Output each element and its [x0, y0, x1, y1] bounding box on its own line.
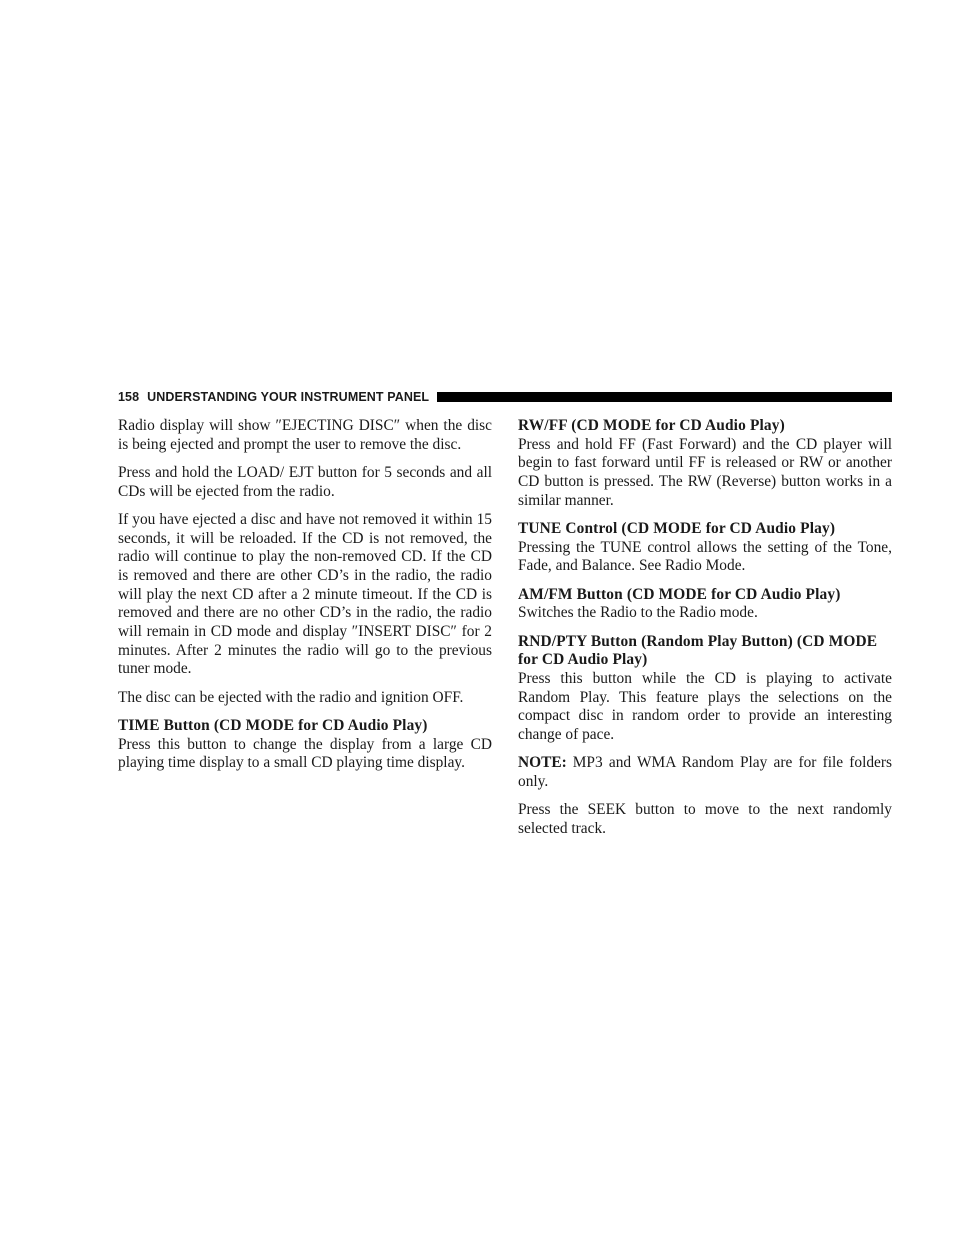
note-label: NOTE: — [518, 754, 567, 772]
page-number: 158 — [118, 390, 140, 404]
header-rule — [437, 392, 892, 402]
left-column — [118, 417, 492, 782]
reload-paragraph: If you have ejected a disc and have not removed it within 15 seconds, it will be reloaded. If the CD is not removed, the radio will continue to play the non-removed CD. If the CD is removed and there are other CD’s in the radio, the radio will play the next CD after a 2 minute timeout. If the CD is removed and there are no other CD’s in the radio, the radio will remain in CD mode and display ″INSERT DISC″ for 2 minutes. After 2 minutes the radio will go to the previous tuner mode. — [118, 510, 492, 678]
amfm-section — [518, 586, 892, 623]
tune-heading: TUNE Control (CD MODE for CD Audio Play) — [518, 520, 836, 538]
ignition-off-paragraph: The disc can be ejected with the radio and ignition OFF. — [118, 688, 464, 706]
note-body: MP3 and WMA Random Play are for file folders only. — [518, 754, 892, 790]
load-ejt-paragraph: Press and hold the LOAD/ EJT button for 5 seconds and all CDs will be ejected from the radio. — [118, 463, 492, 500]
rnd-pty-heading: RND/PTY Button (Random Play Button) (CD MODE for CD Audio Play) — [518, 632, 878, 669]
rwff-section — [518, 417, 892, 511]
amfm-body: Switches the Radio to the Radio mode. — [518, 604, 758, 622]
time-button-body: Press this button to change the display from a large CD playing time display to a small CD playing time display. — [118, 735, 492, 772]
tune-section — [518, 520, 892, 576]
note-paragraph — [518, 754, 892, 791]
chapter-title: UNDERSTANDING YOUR INSTRUMENT PANEL — [147, 390, 430, 404]
rwff-body: Press and hold FF (Fast Forward) and the CD player will begin to fast forward until FF is released or RW or another CD button is pressed. The RW (Reverse) button works in a similar manner. — [518, 435, 892, 509]
rnd-pty-body: Press this button while the CD is playing to activate Random Play. This feature plays the selections on the compact disc in random order to provide an interesting change of pace. — [518, 669, 892, 744]
rnd-pty-section — [518, 633, 892, 745]
seek-paragraph: Press the SEEK button to move to the next randomly selected track. — [518, 801, 892, 837]
tune-body: Pressing the TUNE control allows the setting of the Tone, Fade, and Balance. See Radio Mode. — [518, 538, 892, 575]
ejecting-disc-paragraph: Radio display will show ″EJECTING DISC″ when the disc is being ejected and prompt the user to remove the disc. — [118, 417, 492, 453]
amfm-heading: AM/FM Button (CD MODE for CD Audio Play) — [518, 585, 841, 603]
rwff-heading: RW/FF (CD MODE for CD Audio Play) — [518, 417, 785, 434]
right-column — [518, 417, 892, 848]
time-button-heading: TIME Button (CD MODE for CD Audio Play) — [118, 716, 428, 734]
page-header — [118, 389, 892, 405]
time-button-section — [118, 717, 492, 773]
